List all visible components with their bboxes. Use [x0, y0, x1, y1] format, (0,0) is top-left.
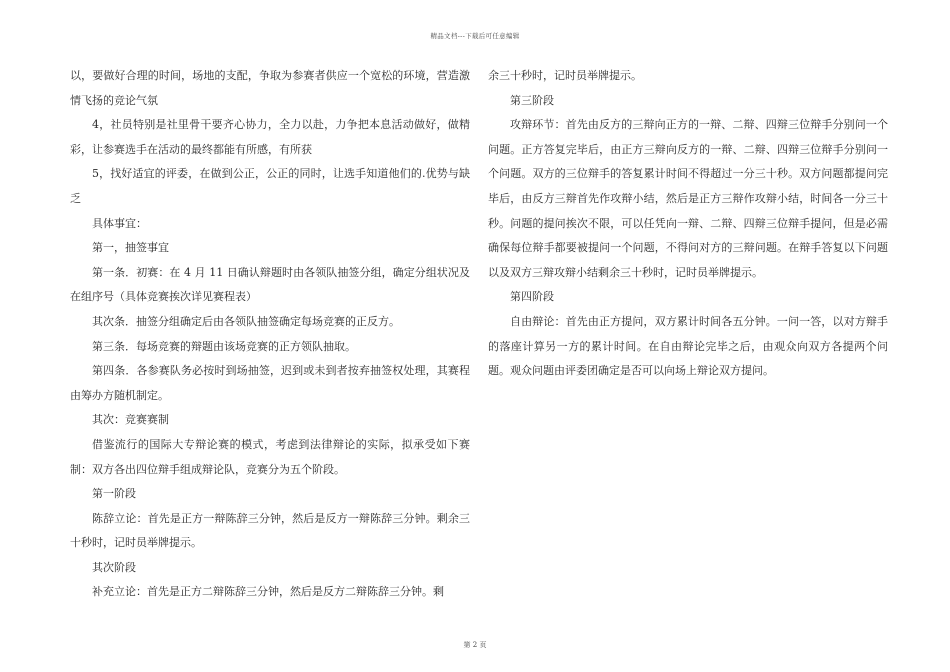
paragraph: 其次阶段 — [92, 560, 136, 574]
paragraph: 第一，抽签事宜 — [92, 241, 169, 255]
paragraph: 余三十秒时，记时员举牌提示。 — [488, 69, 642, 82]
paragraph: 5，找好适宜的评委，在做到公正，公正的同时，让选手知道他们的.优势与缺乏 — [70, 167, 470, 205]
paragraph: 其次条．抽签分组确定后由各领队抽签确定每场竞赛的正反方。 — [92, 314, 400, 328]
paragraph: 攻辩环节：首先由反方的三辩向正方的一辩、二辩、四辩三位辩手分别问一个问题。正方答复完毕后，由正方三辩向反方的一辩、二辩、四辩三位辩手分别问一个问题。双方的三位辩手的答复累计时间不得超过一分三十秒。双方问题都提问完毕后，由反方三辩首先作攻辩小结，然后是正方三辩作攻辩小结，时间各一分三十秒。问题的提问挨次不限，可以任凭向一辩、二辩、四辩三位辩手提问，但是必需确保每位辩手都要被提问一个问题，不得问对方的三辩问题。在辩手答复以下问题以及双方三辩攻辩小结剩余三十秒时，记时员举牌提示。 — [488, 118, 888, 279]
paragraph: 第四阶段 — [510, 290, 554, 304]
paragraph: 自由辩论：首先由正方提问，双方累计时间各五分钟。一问一答，以对方辩手的落座计算另一方的累计时间。在自由辩论完毕之后，由观众向双方各提两个问题。观众问题由评委团确定是否可以向场上辩论双方提问。 — [488, 314, 888, 378]
paragraph: 第三条．每场竞赛的辩题由该场竞赛的正方领队抽取。 — [92, 339, 356, 353]
right-column — [488, 64, 888, 384]
paragraph: 第四条．各参赛队务必按时到场抽签，迟到或未到者按弃抽签权处理，其赛程由筹办方随机制定。 — [70, 364, 470, 402]
paragraph: 借鉴流行的国际大专辩论赛的模式，考虑到法律辩论的实际，拟承受如下赛制：双方各出四位辩手组成辩论队，竞赛分为五个阶段。 — [70, 437, 470, 476]
paragraph: 第三阶段 — [510, 93, 554, 107]
paragraph: 4，社员特别是社里骨干要齐心协力，全力以赴，力争把本息活动做好，做精彩，让参赛选手在活动的最终都能有所感，有所获 — [70, 118, 470, 156]
paragraph: 其次：竞赛赛制 — [92, 413, 169, 427]
paragraph: 具体事宜： — [92, 216, 147, 230]
paragraph: 第一条．初赛：在 4 月 11 日确认辩题时由各领队抽签分组，确定分组状况及在组序号（具体竞赛挨次详见赛程表） — [70, 265, 470, 304]
page-header: 精品文档---下载后可任意编辑 — [430, 32, 520, 40]
left-column — [70, 64, 470, 605]
paragraph: 陈辞立论：首先是正方一辩陈辞三分钟，然后是反方一辩陈辞三分钟。剩余三十秒时，记时员举牌提示。 — [70, 511, 470, 550]
page-number: 第 2 页 — [463, 641, 487, 649]
paragraph: 第一阶段 — [92, 487, 136, 501]
paragraph: 以，要做好合理的时间，场地的支配，争取为参赛者供应一个宽松的环境，营造激情飞扬的竞论气氛 — [70, 69, 470, 107]
paragraph: 补充立论：首先是正方二辩陈辞三分钟，然后是反方二辩陈辞三分钟。剩 — [92, 585, 444, 599]
